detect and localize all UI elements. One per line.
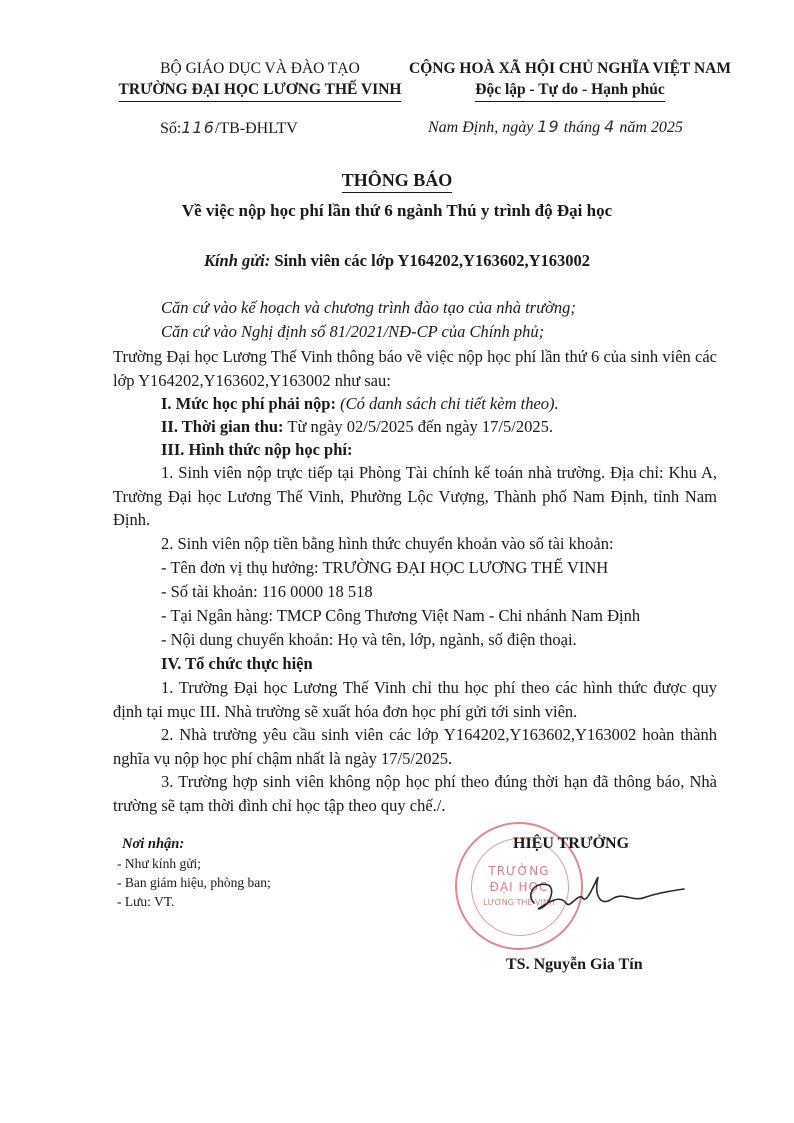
bank-line-content: - Nội dung chuyển khoản: Họ và tên, lớp, ngành, số điện thoại. (161, 630, 577, 649)
handwritten-month: 4 (604, 117, 616, 136)
section-3-label: III. Hình thức nộp học phí: (161, 440, 353, 459)
bank-line-payee: - Tên đơn vị thụ hưởng: TRƯỜNG ĐẠI HỌC LƯƠNG THẾ VINH (161, 558, 609, 577)
handwritten-day: 19 (537, 117, 560, 136)
basis-1: Căn cứ vào kế hoạch và chương trình đào tạo của nhà trường; (161, 298, 576, 317)
section-1-text: (Có danh sách chi tiết kèm theo). (340, 394, 559, 413)
recipient-label: Kính gửi: (203, 251, 271, 270)
recipient-text: Sinh viên các lớp Y164202,Y163602,Y163002 (274, 251, 591, 270)
basis-2: Căn cứ vào Nghị định số 81/2021/NĐ-CP của Chính phủ; (161, 322, 545, 341)
section-1-label: I. Mức học phí phải nộp: (161, 394, 336, 413)
signer-name: TS. Nguyễn Gia Tín (506, 956, 643, 973)
stamp-text-line: LƯƠNG THẾ VINH (483, 898, 555, 907)
recipient-item: - Như kính gửi; (117, 856, 202, 871)
document-subtitle: Về việc nộp học phí lần thứ 6 ngành Thú y trình độ Đại học (181, 201, 613, 220)
section-4-item-2: 2. Nhà trường yêu cầu sinh viên các lớp Y164202,Y163602,Y163002 hoàn thành nghĩa vụ nộp học phí chậm nhất là ngày 17/5/2025. (113, 725, 717, 768)
section-2-label: II. Thời gian thu: (161, 417, 284, 436)
stamp-text-line: ĐẠI HỌC (489, 880, 549, 894)
ministry-name: BỘ GIÁO DỤC VÀ ĐÀO TẠO (160, 60, 360, 77)
document-title-wrap (0, 170, 794, 193)
section-4-item-1: 1. Trường Đại học Lương Thế Vinh chỉ thu học phí theo các hình thức được quy định tại mục III. Nhà trường sẽ xuất hóa đơn học phí gửi tới sinh viên. (113, 678, 717, 721)
document-number: Số:116/TB-ĐHLTV (160, 118, 298, 137)
signer-role: HIỆU TRƯỞNG (513, 835, 630, 852)
issue-date: Nam Định, ngày 19 tháng 4 năm 2025 (428, 117, 683, 136)
recipients-label: Nơi nhận: (122, 836, 185, 852)
section-2-text: Từ ngày 02/5/2025 đến ngày 17/5/2025. (287, 417, 553, 436)
recipients-list (117, 854, 271, 911)
document-title: THÔNG BÁO (342, 170, 453, 193)
recipient-item: - Ban giám hiệu, phòng ban; (117, 875, 271, 890)
handwritten-signature (520, 865, 690, 925)
section-4-item-3: 3. Trường hợp sinh viên không nộp học phí theo đúng thời hạn đã thông báo, Nhà trường sẽ tạm thời đình chỉ học tập theo quy chế./. (113, 772, 717, 815)
section-2 (113, 415, 717, 439)
section-3-item-1: 1. Sinh viên nộp trực tiếp tại Phòng Tài chính kế toán nhà trường. Địa chỉ: Khu A, Trường Đại học Lương Thế Vinh, Phường Lộc Vượng, Thành phố Nam Định, tỉnh Nam Định. (113, 463, 717, 529)
issuer-block (100, 58, 420, 102)
recipient-line (0, 251, 794, 271)
section-3-item-2: 2. Sinh viên nộp tiền bằng hình thức chuyển khoản vào số tài khoản: (161, 534, 614, 553)
recipient-item: - Lưu: VT. (117, 894, 175, 909)
bank-line-bank: - Tại Ngân hàng: TMCP Công Thương Việt Nam - Chi nhánh Nam Định (161, 606, 641, 625)
section-1 (113, 392, 717, 416)
national-header (400, 58, 740, 102)
section-4-label: IV. Tổ chức thực hiện (161, 654, 313, 673)
intro-paragraph: Trường Đại học Lương Thế Vinh thông báo về việc nộp học phí lần thứ 6 của sinh viên các lớp Y164202,Y163602,Y163002 như sau: (113, 347, 717, 390)
country-name: CỘNG HOÀ XÃ HỘI CHỦ NGHĨA VIỆT NAM (409, 60, 731, 77)
stamp-text-line: TRƯỜNG (488, 864, 550, 878)
bank-line-account: - Số tài khoản: 116 0000 18 518 (161, 582, 373, 601)
school-name: TRƯỜNG ĐẠI HỌC LƯƠNG THẾ VINH (119, 79, 402, 102)
handwritten-number: 116 (181, 118, 215, 137)
national-motto: Độc lập - Tự do - Hạnh phúc (475, 79, 664, 102)
